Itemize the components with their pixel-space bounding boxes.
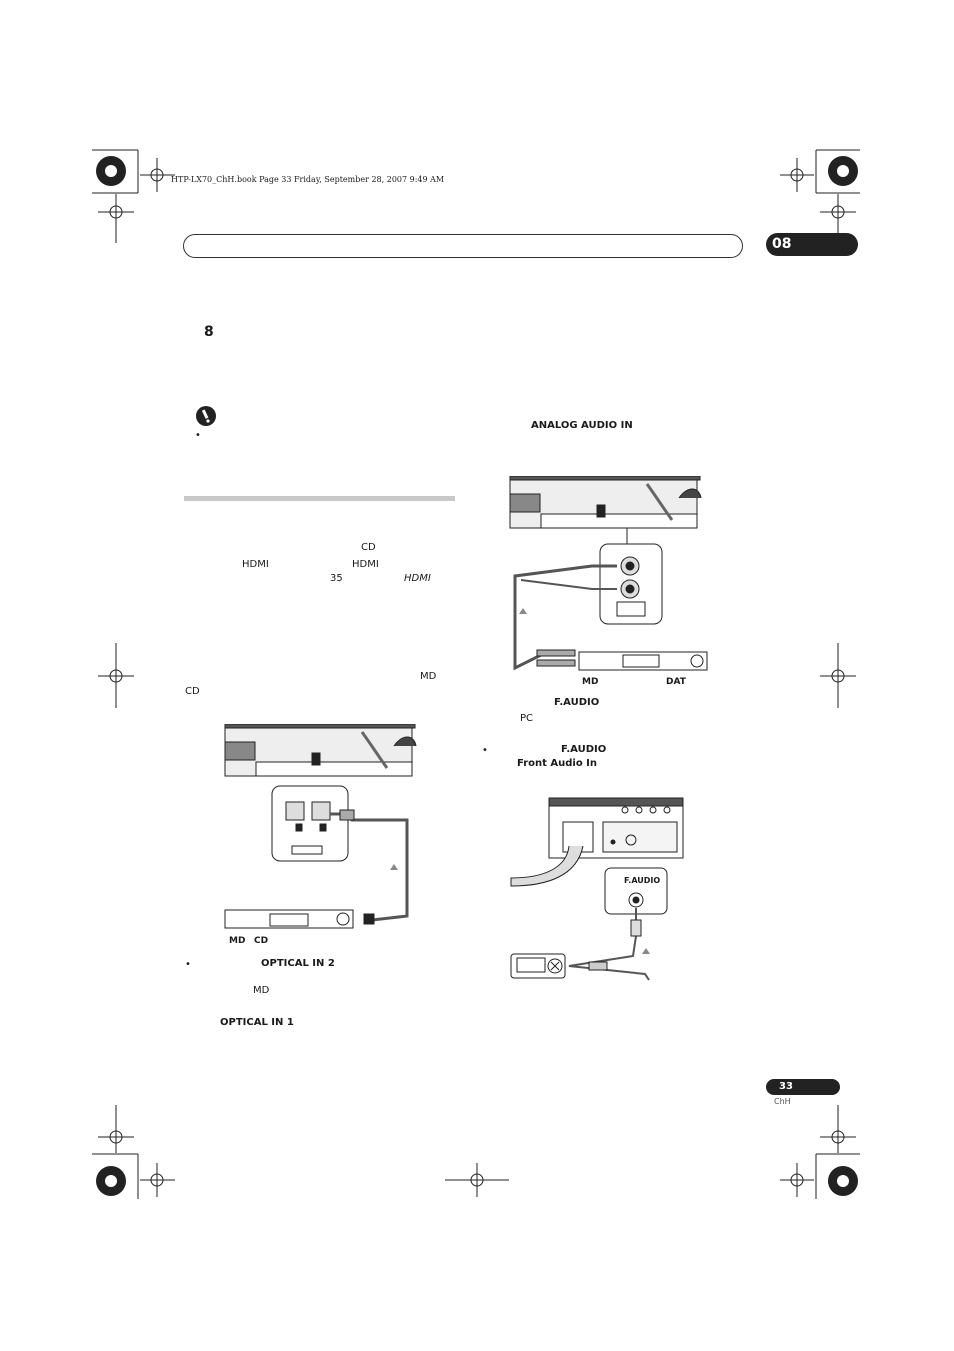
chapter-header-bar bbox=[183, 234, 743, 258]
token-hdmi: HDMI bbox=[352, 559, 379, 570]
chapter-tab: 08 bbox=[766, 233, 858, 256]
label-dat: DAT bbox=[666, 677, 686, 687]
optical-connection-diagram bbox=[222, 724, 422, 936]
label-front-audio-in: Front Audio In bbox=[517, 758, 598, 769]
label-optical-in-2: OPTICAL IN 2 bbox=[261, 958, 335, 969]
section-divider bbox=[184, 496, 455, 501]
token-page-ref: 35 bbox=[330, 573, 343, 584]
book-file-line: HTP-LX70_ChH.book Page 33 Friday, September 28, 2007 9:49 AM bbox=[171, 175, 445, 184]
token-cd: CD bbox=[185, 686, 200, 697]
label-optical-in-1: OPTICAL IN 1 bbox=[220, 1017, 294, 1028]
page-number: 33 bbox=[766, 1079, 840, 1095]
token-md: MD bbox=[420, 671, 437, 682]
panel-f-audio-label: F.AUDIO bbox=[624, 876, 661, 885]
label-cd: CD bbox=[254, 936, 269, 946]
chapter-number: 8 bbox=[204, 324, 214, 340]
label-f-audio: F.AUDIO bbox=[561, 744, 607, 755]
label-f-audio: F.AUDIO bbox=[554, 697, 600, 708]
bullet: • bbox=[195, 430, 201, 441]
front-audio-diagram bbox=[507, 796, 687, 982]
token-hdmi: HDMI bbox=[242, 559, 269, 570]
token-hdmi-italic: HDMI bbox=[404, 573, 431, 584]
caution-icon bbox=[195, 405, 217, 427]
label-md: MD bbox=[582, 677, 599, 687]
language-code: ChH bbox=[774, 1097, 791, 1106]
bullet: • bbox=[185, 959, 191, 970]
label-analog-audio-in: ANALOG AUDIO IN bbox=[531, 420, 633, 431]
token-md: MD bbox=[253, 985, 270, 996]
analog-connection-diagram bbox=[507, 476, 712, 676]
token-cd: CD bbox=[361, 542, 376, 553]
bullet: • bbox=[482, 745, 488, 756]
label-md: MD bbox=[229, 936, 246, 946]
token-pc: PC bbox=[520, 713, 534, 724]
